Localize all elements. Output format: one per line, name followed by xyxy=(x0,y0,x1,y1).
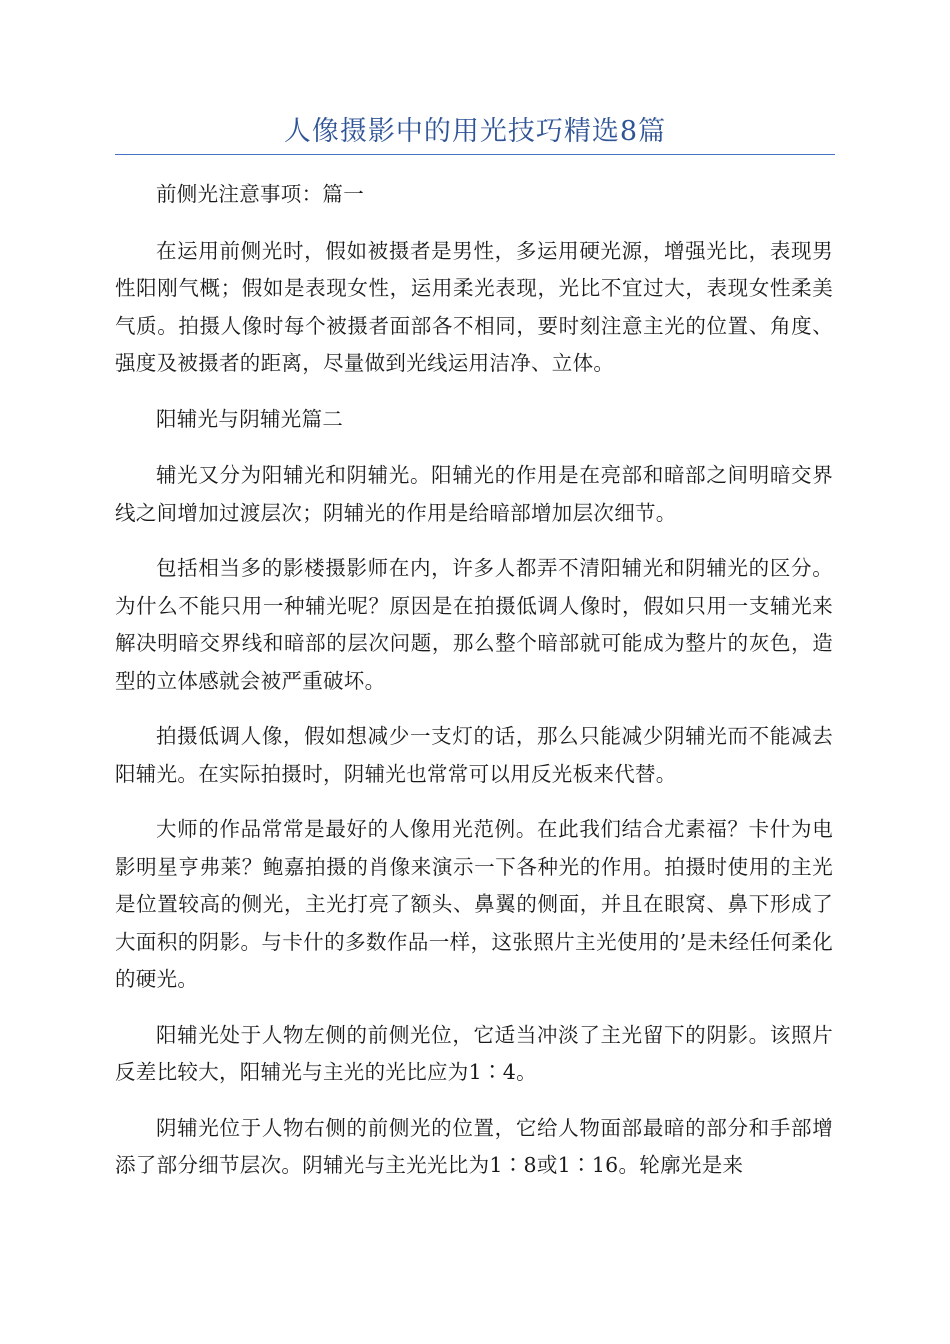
paragraph-5: 大师的作品常常是最好的人像用光范例。在此我们结合尤素福？卡什为电影明星亨弗莱？鲍嘉拍摄的肖像来演示一下各种光的作用。拍摄时使用的主光是位置较高的侧光，主光打亮了额头、鼻翼的侧面，并且在眼窝、鼻下形成了大面积的阴影。与卡什的多数作品一样，这张照片主光使用的’是未经任何柔化的硬光。 xyxy=(115,817,833,991)
title-underline xyxy=(115,154,835,155)
paragraph-1: 在运用前侧光时，假如被摄者是男性，多运用硬光源，增强光比，表现男性阳刚气概；假如是表现女性，运用柔光表现，光比不宜过大，表现女性柔美气质。拍摄人像时每个被摄者面部各不相同，要时刻注意主光的位置、角度、强度及被摄者的距离，尽量做到光线运用洁净、立体。 xyxy=(115,238,833,375)
section-heading-2: 阳辅光与阴辅光篇二 xyxy=(156,406,344,431)
paragraph-7: 阴辅光位于人物右侧的前侧光的位置，它给人物面部最暗的部分和手部增添了部分细节层次。阴辅光与主光光比为1∶8或1∶16。轮廓光是来 xyxy=(115,1115,833,1177)
paragraph-4: 拍摄低调人像，假如想减少一支灯的话，那么只能减少阴辅光而不能减去阳辅光。在实际拍摄时，阴辅光也常常可以用反光板来代替。 xyxy=(115,724,833,786)
paragraph-2: 辅光又分为阳辅光和阴辅光。阳辅光的作用是在亮部和暗部之间明暗交界线之间增加过渡层次；阴辅光的作用是给暗部增加层次细节。 xyxy=(115,463,833,525)
document-title: 人像摄影中的用光技巧精选8篇 xyxy=(283,116,667,147)
section-heading-1: 前侧光注意事项：篇一 xyxy=(156,182,364,206)
document-body xyxy=(115,176,833,1203)
paragraph-3: 包括相当多的影楼摄影师在内，许多人都弄不清阳辅光和阴辅光的区分。为什么不能只用一种辅光呢？原因是在拍摄低调人像时，假如只用一支辅光来解决明暗交界线和暗部的层次问题，那么整个暗部就可能成为整片的灰色，造型的立体感就会被严重破坏。 xyxy=(115,556,833,693)
paragraph-6: 阳辅光处于人物左侧的前侧光位，它适当冲淡了主光留下的阴影。该照片反差比较大，阳辅光与主光的光比应为1∶4。 xyxy=(115,1022,833,1084)
